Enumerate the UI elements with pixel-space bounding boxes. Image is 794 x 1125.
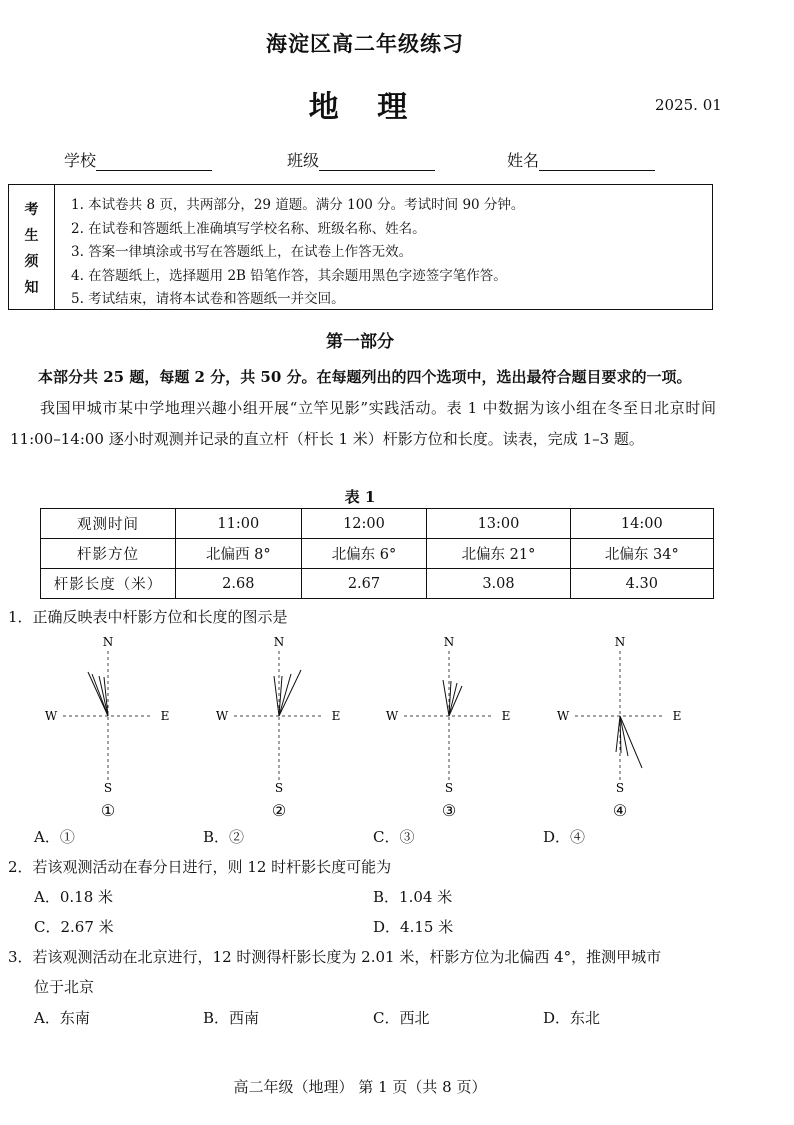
school-blank [96,154,212,171]
table-cell: 4.30 [570,569,713,599]
q3-option-c: C．西北 [373,1009,430,1027]
q3-option-a: A．东南 [34,1009,90,1027]
notice-label-char: 生 [24,228,39,244]
diagram-label: ③ [441,801,457,820]
q3-option-d: D．东北 [543,1009,601,1027]
q2-option-c: C．2.67 米 [34,918,114,936]
table-cell: 14:00 [570,509,713,539]
exam-title: 海淀区高二年级练习 [266,31,464,56]
dir-s: S [274,781,284,795]
table-header-cell: 杆影方位 [41,539,176,569]
class-field [287,148,435,171]
notice-label-char: 知 [24,280,39,296]
q1-option-c: C．③ [373,828,415,846]
dir-e: E [501,709,511,723]
dir-n: N [273,635,285,649]
table-cell: 13:00 [427,509,570,539]
dir-e: E [331,709,341,723]
table-header-cell: 观测时间 [41,509,176,539]
notice-item: 3. 答案一律填涂或书写在答题纸上，在试卷上作答无效。 [71,244,413,260]
school-label: 学校 [64,151,97,170]
table-caption: 表 1 [344,488,376,506]
notice-item: 5. 考试结束，请将本试卷和答题纸一并交回。 [71,291,345,307]
name-label: 姓名 [507,151,540,170]
dir-e: E [160,709,170,723]
table-row [41,509,714,539]
table-cell: 2.67 [301,569,427,599]
table-cell: 北偏东 21° [427,539,570,569]
table-cell: 12:00 [301,509,427,539]
question-3-stem-cont: 位于北京 [34,978,95,996]
diagram-2 [216,635,341,820]
notice-item: 2. 在试卷和答题纸上准确填写学校名称、班级名称、姓名。 [71,220,426,237]
notice-item: 4. 在答题纸上，选择题用 2B 铅笔作答，其余题用黑色字迹签字笔作答。 [71,267,507,284]
diagram-3 [386,635,511,820]
diagram-label: ④ [612,801,628,820]
q1-option-a: A．① [34,828,75,846]
dir-w: W [215,709,229,723]
table-cell: 北偏东 6° [301,539,427,569]
notice-label-char: 考 [24,202,39,218]
table-cell: 北偏西 8° [176,539,302,569]
dir-w: W [385,709,399,723]
observation-table [40,508,714,599]
dir-s: S [444,781,454,795]
table-header-cell: 杆影长度（米） [41,569,176,599]
table-cell: 北偏东 34° [570,539,713,569]
q2-option-a: A．0.18 米 [34,888,113,906]
table-row [41,569,714,599]
page-footer: 高二年级（地理） 第 1 页（共 8 页） [233,1078,487,1096]
table-row [41,539,714,569]
shadow-diagrams [0,630,794,820]
passage: 我国甲城市某中学地理兴趣小组开展“立竿见影”实践活动。表 1 中数据为该小组在冬至日北京时间 11:00–14:00 逐小时观测并记录的直立杆（杆长 1 米）杆影方位和长度。读表，完成 1–3 题。 [10,399,716,448]
dir-s: S [615,781,625,795]
class-blank [319,154,435,171]
school-field [64,148,212,171]
dir-n: N [102,635,114,649]
notice-list [71,194,524,312]
exam-date: 2025. 01 [655,96,722,114]
table-cell: 11:00 [176,509,302,539]
q2-option-b: B．1.04 米 [373,888,453,906]
name-blank [539,154,655,171]
q1-option-b: B．② [203,828,245,846]
diagram-label: ① [100,801,116,820]
subject-title: 地 理 [308,90,422,125]
exam-notice-box [8,184,713,310]
notice-item: 1. 本试卷共 8 页，共两部分，29 道题。满分 100 分。考试时间 90 分钟。 [71,197,525,213]
dir-w: W [44,709,58,723]
table-cell: 3.08 [427,569,570,599]
name-field [507,148,655,171]
q2-option-d: D．4.15 米 [373,918,454,936]
table-cell: 2.68 [176,569,302,599]
question-2-stem: 2．若该观测活动在春分日进行，则 12 时杆影长度可能为 [8,858,392,876]
dir-w: W [556,709,570,723]
class-label: 班级 [287,151,320,170]
dir-e: E [672,709,682,723]
question-1-stem: 1．正确反映表中杆影方位和长度的图示是 [8,608,288,626]
dir-n: N [443,635,455,649]
question-3-stem: 3．若该观测活动在北京进行，12 时测得杆影长度为 2.01 米，杆影方位为北偏西 4°，推测甲城市 [8,948,662,966]
notice-label [9,185,55,309]
notice-label-char: 须 [24,254,39,270]
q1-option-d: D．④ [543,828,586,846]
diagram-label: ② [271,801,287,820]
q3-option-b: B．西南 [203,1009,260,1027]
part-title: 第一部分 [326,332,394,352]
dir-n: N [614,635,626,649]
diagram-1 [45,635,170,820]
part-instructions: 本部分共 25 题，每题 2 分，共 50 分。在每题列出的四个选项中，选出最符合题目要求的一项。 [38,368,692,386]
dir-s: S [103,781,113,795]
diagram-4 [557,635,682,820]
